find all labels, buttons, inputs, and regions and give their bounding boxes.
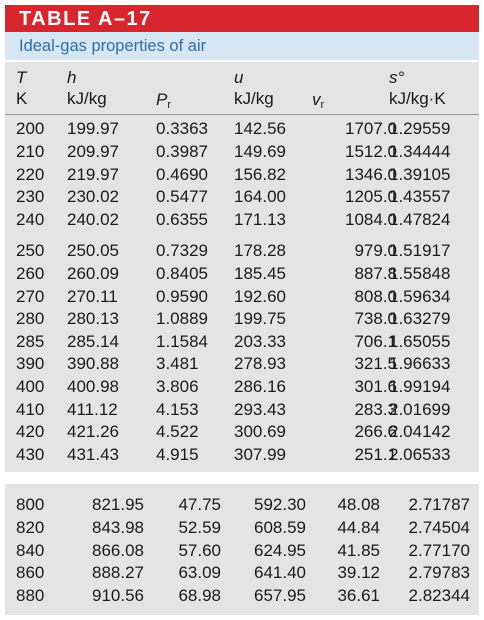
cell-h: 240.02 bbox=[67, 210, 119, 230]
table-row bbox=[5, 330, 479, 353]
cell-pr: 4.915 bbox=[156, 445, 199, 465]
cell-t: 280 bbox=[16, 309, 45, 329]
table-row bbox=[5, 208, 479, 231]
header-pr: $P_r$ bbox=[156, 90, 172, 111]
cell-vr: 808.0 bbox=[354, 286, 397, 306]
cell-s: 2.79783 bbox=[408, 563, 470, 583]
cell-vr: 1707.0 bbox=[345, 119, 397, 138]
header-u-unit: kJ/kg bbox=[234, 89, 274, 108]
header-rule bbox=[5, 114, 479, 115]
cell-t: 880 bbox=[16, 586, 45, 606]
cell-h: 209.97 bbox=[67, 141, 119, 161]
cell-t: 840 bbox=[16, 540, 45, 560]
cell-u: 592.30 bbox=[254, 495, 306, 514]
cell-h: 411.12 bbox=[67, 399, 118, 419]
cell-u: 278.93 bbox=[234, 354, 286, 373]
cell-s: 1.29559 bbox=[389, 119, 451, 138]
table-row bbox=[5, 561, 479, 584]
cell-pr: 4.522 bbox=[156, 422, 199, 442]
header-t: T bbox=[16, 68, 27, 87]
cell-vr: 266.6 bbox=[354, 422, 397, 442]
cell-h: 400.98 bbox=[67, 376, 119, 396]
cell-u: 149.69 bbox=[234, 141, 286, 161]
cell-t: 250 bbox=[16, 241, 45, 260]
cell-s: 1.65055 bbox=[389, 332, 451, 352]
cell-pr: 68.98 bbox=[178, 586, 221, 606]
cell-t: 260 bbox=[16, 263, 45, 283]
table-row bbox=[5, 443, 479, 466]
cell-vr: 251.1 bbox=[354, 445, 397, 465]
cell-s: 2.82344 bbox=[408, 586, 470, 606]
cell-s: 1.96633 bbox=[389, 354, 451, 373]
cell-pr: 0.5477 bbox=[156, 187, 208, 207]
cell-vr: 36.61 bbox=[337, 586, 380, 606]
cell-t: 400 bbox=[16, 376, 45, 396]
cell-u: 142.56 bbox=[234, 119, 286, 138]
table-row bbox=[5, 307, 479, 330]
cell-vr: 283.3 bbox=[354, 399, 397, 419]
cell-u: 641.40 bbox=[254, 563, 306, 583]
header-s: s° bbox=[389, 68, 405, 87]
cell-s: 2.01699 bbox=[389, 399, 451, 419]
cell-t: 390 bbox=[16, 354, 45, 373]
table-panel-bottom bbox=[5, 484, 479, 615]
cell-vr: 738.0 bbox=[354, 309, 397, 329]
cell-s: 2.06533 bbox=[389, 445, 451, 465]
cell-h: 866.08 bbox=[92, 540, 144, 560]
table-title: TABLE A–17 bbox=[19, 8, 152, 30]
cell-pr: 47.75 bbox=[178, 495, 221, 514]
cell-vr: 39.12 bbox=[337, 563, 380, 583]
cell-vr: 887.8 bbox=[354, 263, 397, 283]
cell-s: 1.63279 bbox=[389, 309, 451, 329]
cell-pr: 0.4690 bbox=[156, 164, 208, 184]
cell-t: 285 bbox=[16, 332, 45, 352]
cell-u: 164.00 bbox=[234, 187, 286, 207]
table-row bbox=[5, 117, 479, 140]
cell-u: 156.82 bbox=[234, 164, 286, 184]
cell-pr: 63.09 bbox=[178, 563, 221, 583]
cell-s: 1.39105 bbox=[389, 164, 451, 184]
cell-pr: 0.8405 bbox=[156, 263, 208, 283]
cell-vr: 321.5 bbox=[354, 354, 397, 373]
header-s-unit: kJ/kg·K bbox=[389, 89, 446, 108]
table-panel-top bbox=[5, 62, 479, 472]
table-row bbox=[5, 239, 479, 262]
cell-s: 1.34444 bbox=[389, 141, 451, 161]
cell-s: 2.04142 bbox=[389, 422, 451, 442]
cell-t: 230 bbox=[16, 187, 45, 207]
cell-h: 285.14 bbox=[67, 332, 119, 352]
cell-h: 230.02 bbox=[67, 187, 119, 207]
cell-t: 220 bbox=[16, 164, 45, 184]
cell-vr: 979.0 bbox=[354, 241, 397, 260]
cell-t: 410 bbox=[16, 399, 45, 419]
cell-h: 270.11 bbox=[67, 286, 118, 306]
cell-h: 390.88 bbox=[67, 354, 119, 373]
cell-pr: 1.0889 bbox=[156, 309, 208, 329]
table-row bbox=[5, 516, 479, 539]
cell-u: 185.45 bbox=[234, 263, 286, 283]
table-subtitle: Ideal-gas properties of air bbox=[19, 37, 207, 55]
cell-t: 200 bbox=[16, 119, 45, 138]
header-t-unit: K bbox=[16, 89, 28, 108]
cell-u: 286.16 bbox=[234, 376, 286, 396]
cell-vr: 1346.0 bbox=[345, 164, 397, 184]
cell-h: 843.98 bbox=[92, 517, 144, 537]
cell-pr: 0.7329 bbox=[156, 241, 208, 260]
cell-u: 192.60 bbox=[234, 286, 286, 306]
cell-s: 2.71787 bbox=[408, 495, 470, 514]
cell-u: 293.43 bbox=[234, 399, 286, 419]
cell-t: 210 bbox=[16, 141, 45, 161]
table-row bbox=[5, 539, 479, 562]
table-subtitle-bar bbox=[5, 32, 479, 60]
cell-h: 821.95 bbox=[92, 495, 144, 514]
cell-pr: 0.9590 bbox=[156, 286, 208, 306]
cell-vr: 41.85 bbox=[337, 540, 380, 560]
cell-u: 624.95 bbox=[254, 540, 306, 560]
header-vr: $v_r$ bbox=[312, 90, 325, 111]
cell-pr: 52.59 bbox=[178, 517, 221, 537]
cell-h: 421.26 bbox=[67, 422, 119, 442]
cell-pr: 1.1584 bbox=[156, 332, 208, 352]
cell-s: 1.43557 bbox=[389, 187, 451, 207]
cell-vr: 44.84 bbox=[337, 517, 380, 537]
cell-s: 1.55848 bbox=[389, 263, 451, 283]
table-row bbox=[5, 493, 479, 516]
cell-h: 199.97 bbox=[67, 119, 119, 138]
cell-u: 657.95 bbox=[254, 586, 306, 606]
cell-u: 178.28 bbox=[234, 241, 286, 260]
header-h: h bbox=[67, 68, 77, 87]
cell-h: 888.27 bbox=[92, 563, 144, 583]
cell-vr: 1512.0 bbox=[345, 141, 397, 161]
cell-t: 820 bbox=[16, 517, 45, 537]
cell-t: 240 bbox=[16, 210, 45, 230]
header-h-unit: kJ/kg bbox=[67, 89, 107, 108]
table-row bbox=[5, 398, 479, 421]
cell-u: 171.13 bbox=[234, 210, 286, 230]
cell-s: 1.47824 bbox=[389, 210, 451, 230]
table-row bbox=[5, 375, 479, 398]
table-row bbox=[5, 285, 479, 308]
cell-h: 431.43 bbox=[67, 445, 119, 465]
cell-vr: 1205.0 bbox=[345, 187, 397, 207]
cell-s: 2.77170 bbox=[408, 540, 470, 560]
cell-h: 280.13 bbox=[67, 309, 119, 329]
cell-h: 219.97 bbox=[67, 164, 119, 184]
table-row bbox=[5, 163, 479, 186]
cell-s: 1.99194 bbox=[389, 376, 451, 396]
cell-t: 860 bbox=[16, 563, 45, 583]
table-row bbox=[5, 185, 479, 208]
header-u: u bbox=[234, 68, 244, 87]
cell-pr: 0.3363 bbox=[156, 119, 208, 138]
cell-vr: 706.1 bbox=[354, 332, 397, 352]
cell-pr: 4.153 bbox=[156, 399, 199, 419]
cell-t: 420 bbox=[16, 422, 45, 442]
cell-s: 2.74504 bbox=[408, 517, 470, 537]
cell-pr: 3.481 bbox=[156, 354, 199, 373]
cell-t: 270 bbox=[16, 286, 45, 306]
table-title-bar bbox=[5, 5, 479, 32]
cell-t: 430 bbox=[16, 445, 45, 465]
table-row bbox=[5, 262, 479, 285]
cell-vr: 48.08 bbox=[337, 495, 380, 514]
cell-vr: 301.6 bbox=[354, 376, 397, 396]
cell-u: 608.59 bbox=[254, 517, 306, 537]
cell-u: 199.75 bbox=[234, 309, 286, 329]
table-row bbox=[5, 352, 479, 375]
cell-s: 1.59634 bbox=[389, 286, 451, 306]
cell-h: 250.05 bbox=[67, 241, 119, 260]
cell-h: 260.09 bbox=[67, 263, 119, 283]
cell-pr: 0.3987 bbox=[156, 141, 208, 161]
cell-u: 307.99 bbox=[234, 445, 286, 465]
cell-s: 1.51917 bbox=[389, 241, 451, 260]
cell-pr: 0.6355 bbox=[156, 210, 208, 230]
cell-u: 300.69 bbox=[234, 422, 286, 442]
table-row bbox=[5, 584, 479, 607]
table-row bbox=[5, 140, 479, 163]
table-row bbox=[5, 420, 479, 443]
cell-t: 800 bbox=[16, 495, 45, 514]
cell-u: 203.33 bbox=[234, 332, 286, 352]
cell-pr: 57.60 bbox=[178, 540, 221, 560]
cell-vr: 1084.0 bbox=[345, 210, 397, 230]
cell-pr: 3.806 bbox=[156, 376, 199, 396]
cell-h: 910.56 bbox=[92, 586, 144, 606]
